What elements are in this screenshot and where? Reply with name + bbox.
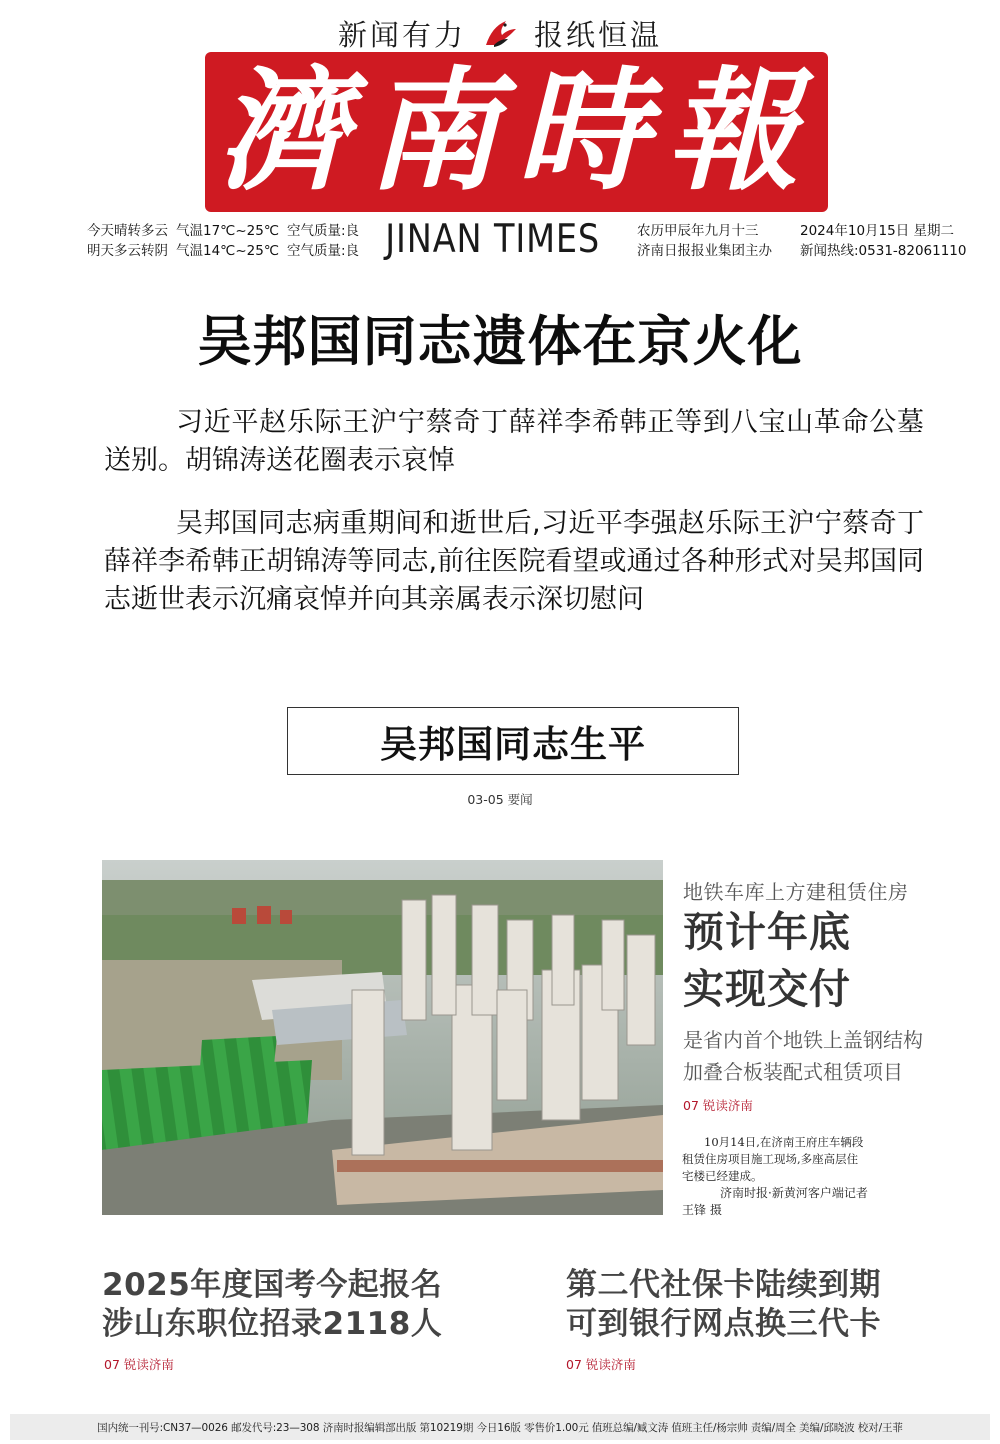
story-social-card-title[interactable]: 第二代社保卡陆续到期 可到银行网点换三代卡 — [566, 1267, 881, 1342]
story-social-card-page-ref[interactable]: 07 锐读济南 — [566, 1357, 636, 1372]
biography-title: 吴邦国同志生平 — [380, 723, 646, 766]
issue-date: 2024年10月15日 星期二 — [800, 223, 955, 239]
lead-paragraph-1: 习近平赵乐际王沪宁蔡奇丁薛祥李希韩正等到八宝山革命公墓送别。胡锦涛送花圈表示哀悼 — [104, 407, 924, 476]
feature-kicker: 地铁车库上方建租赁住房 — [683, 880, 909, 904]
lead-headline[interactable]: 吴邦国同志遗体在京火化 — [197, 310, 803, 373]
story-exam-page-ref[interactable]: 07 锐读济南 — [104, 1357, 174, 1372]
logo-text: 濟南時報 — [216, 54, 817, 209]
newspaper-logo — [205, 52, 828, 212]
lead-paragraph-2: 吴邦国同志病重期间和逝世后,习近平李强赵乐际王沪宁蔡奇丁薛祥李希韩正胡锦涛等同志,前往医院看望或通过各种形式对吴邦国同志逝世表示沉痛哀悼并向其亲属表示深切慰问 — [104, 508, 924, 615]
masthead-slogan — [0, 14, 1000, 52]
weather-today: 今天晴转多云 气温17℃~25℃ 空气质量:良 — [87, 223, 360, 239]
photo-caption: 10月14日,在济南王府庄车辆段 租赁住房项目施工现场,多座高层住 宅楼已经建成。 济南时报·新黄河客户端记者 王锋 摄 — [682, 1134, 902, 1219]
aerial-construction-photo — [102, 860, 663, 1215]
news-hotline: 新闻热线:0531-82061110 — [800, 243, 967, 259]
english-title: JINAN TIMES — [385, 217, 601, 262]
slogan-left: 新闻有力 — [337, 17, 466, 52]
feature-page-ref[interactable]: 07 锐读济南 — [683, 1098, 753, 1113]
aerial-photo-illustration — [102, 860, 663, 1215]
photo-credit: 济南时报·新黄河客户端记者 — [720, 1186, 868, 1200]
publisher: 济南日报报业集团主办 — [637, 243, 772, 259]
slogan-right: 报纸恒温 — [534, 17, 663, 52]
swallow-logo-icon — [480, 15, 520, 51]
feature-description: 是省内首个地铁上盖钢结构 加叠合板装配式租赁项目 — [683, 1028, 923, 1084]
issue-info — [637, 221, 997, 261]
footer-publication-info: 国内统一刊号:CN37—0026 邮发代号:23—308 济南时报编辑部出版 第10219期 今日16版 零售价1.00元 值班总编/臧文涛 值班主任/杨宗帅 责编/周全 美编/邱晓波 校对/王菲 — [10, 1414, 990, 1440]
lead-page-ref[interactable]: 03-05 要闻 — [467, 792, 533, 807]
feature-title[interactable]: 预计年底 实现交付 — [683, 908, 851, 1013]
biography-box[interactable] — [287, 707, 739, 775]
weather-tomorrow: 明天多云转阴 气温14℃~25℃ 空气质量:良 — [87, 243, 360, 259]
weather-info — [87, 221, 377, 261]
lunar-date: 农历甲辰年九月十三 — [637, 223, 759, 239]
story-exam-title[interactable]: 2025年度国考今起报名 涉山东职位招录2118人 — [102, 1267, 443, 1342]
